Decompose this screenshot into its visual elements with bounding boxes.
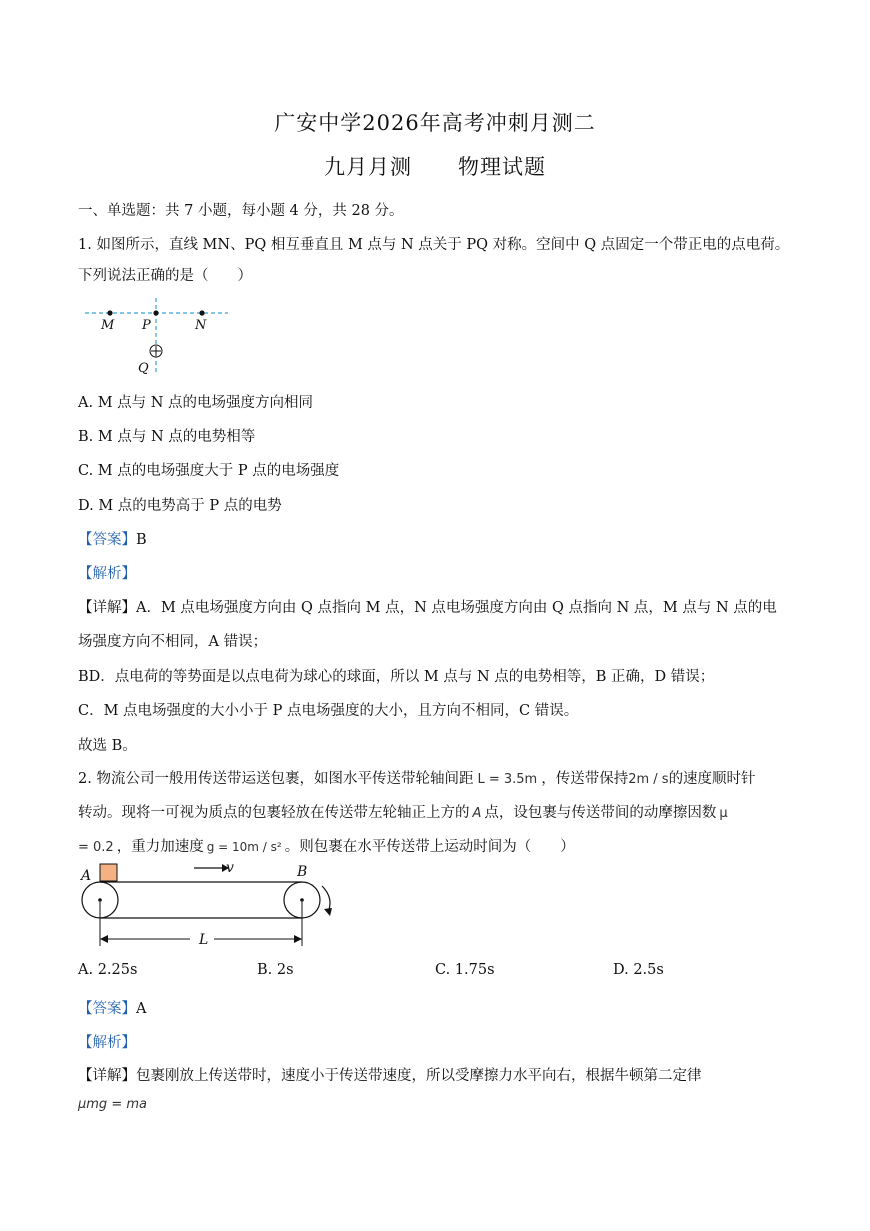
q1-option-c: C. M 点的电场强度大于 P 点的电场强度 — [78, 463, 340, 479]
q1-stem-line2: 下列说法正确的是（ ） — [78, 268, 252, 284]
q2-option-a: A. 2.25s — [78, 962, 138, 978]
detail-text: A．M 点电场强度方向由 Q 点指向 M 点，N 点电场强度方向由 Q 点指向 N 点，M 点与 N 点的电 — [136, 600, 777, 616]
q2-answer-tag: 【答案】 — [78, 1001, 136, 1017]
label-b: B — [297, 864, 308, 880]
label-l: L — [199, 932, 209, 948]
q1-analysis-tag: 【解析】 — [78, 566, 136, 582]
q2-option-b: B. 2s — [257, 962, 294, 978]
q2-stem-text-g: 。则包裹在水平传送带上运动时间为（ ） — [284, 839, 575, 855]
q2-option-c: C. 1.75s — [435, 962, 495, 978]
q2-mu-value: = 0.2 — [78, 840, 114, 855]
label-m: M — [101, 318, 115, 333]
q1-detail-line4: C．M 点电场强度的大小小于 P 点电场强度的大小，且方向不相同，C 错误。 — [78, 703, 579, 719]
label-n: N — [195, 318, 207, 333]
q2-analysis-tag: 【解析】 — [78, 1035, 136, 1051]
point-p — [153, 310, 158, 315]
q1-option-b: B. M 点与 N 点的电势相等 — [78, 429, 256, 445]
q2-formula-l: L = 3.5m — [477, 772, 538, 787]
q1-detail-line3: BD．点电荷的等势面是以点电荷为球心的球面，所以 M 点与 N 点的电势相等，B 正确，D 错误； — [78, 669, 715, 685]
q2-conveyor-figure — [78, 858, 348, 954]
package — [100, 864, 117, 881]
q2-formula: μmg = ma — [78, 1097, 147, 1112]
q2-point-a: A — [472, 806, 482, 821]
q2-stem-text-e: 点，设包裹与传送带间的动摩擦因数 — [484, 805, 717, 821]
dim-arrow-left — [100, 935, 108, 943]
q1-stem-line1: 1. 如图所示，直线 MN、PQ 相互垂直且 M 点与 N 点关于 PQ 对称。空间中 Q 点固定一个带正电的点电荷。 — [78, 237, 790, 253]
answer-tag: 【答案】 — [78, 532, 136, 548]
q2-stem-text-f: ，重力加速度 — [116, 839, 204, 855]
answer-value: B — [136, 532, 147, 548]
rotation-arrow-head — [324, 908, 332, 916]
label-q: Q — [138, 361, 149, 376]
q2-stem-line2 — [78, 801, 728, 822]
subtitle-text: 九月月测 物理试题 — [323, 155, 547, 179]
q2-stem-text-d: 转动。现将一可视为质点的包裹轻放在传送带左轮轴正上方的 — [78, 805, 470, 821]
section-heading: 一、单选题：共 7 小题，每小题 4 分，共 28 分。 — [78, 203, 404, 219]
q1-figure — [78, 296, 238, 376]
q2-detail-line1 — [78, 1064, 702, 1085]
q2-detail-tag: 【详解】 — [78, 1068, 136, 1084]
left-axle — [98, 898, 102, 902]
q2-formula-speed: 2m / s — [628, 772, 669, 787]
point-m — [107, 310, 112, 315]
exam-subtitle — [0, 151, 870, 181]
q2-detail-text: 包裹刚放上传送带时，速度小于传送带速度，所以受摩擦力水平向右，根据牛顿第二定律 — [136, 1068, 702, 1084]
label-p: P — [142, 318, 151, 333]
q2-stem-text-b: ，传送带保持 — [541, 771, 629, 787]
q1-option-d: D. M 点的电势高于 P 点的电势 — [78, 498, 282, 514]
right-axle — [300, 898, 304, 902]
q1-answer — [78, 528, 147, 549]
label-a: A — [81, 868, 92, 884]
point-n — [199, 310, 204, 315]
rotation-arrow — [322, 886, 330, 912]
q2-stem-text-c: 的速度顺时针 — [668, 771, 756, 787]
q1-detail-line2: 场强度方向不相同，A 错误； — [78, 634, 268, 650]
q2-stem-text-a: 2. 物流公司一般用传送带运送包裹，如图水平传送带轮轴间距 — [78, 771, 474, 787]
q1-option-a: A. M 点与 N 点的电场强度方向相同 — [78, 395, 314, 411]
q2-option-d: D. 2.5s — [613, 962, 664, 978]
exam-title: 广安中学2026年高考冲刺月测二 — [274, 111, 596, 135]
q2-stem-line1 — [78, 767, 756, 788]
dim-arrow-right — [294, 935, 302, 943]
q2-mu-symbol: μ — [719, 806, 728, 821]
q2-stem-line3 — [78, 835, 575, 856]
detail-tag: 【详解】 — [78, 600, 136, 616]
q1-detail-line1 — [78, 596, 777, 617]
q2-answer-value: A — [136, 1001, 147, 1017]
q1-conclusion: 故选 B。 — [78, 738, 137, 754]
q2-answer — [78, 997, 146, 1018]
label-v: v — [226, 860, 234, 876]
q2-formula-g: g = 10m / s² — [206, 840, 282, 854]
